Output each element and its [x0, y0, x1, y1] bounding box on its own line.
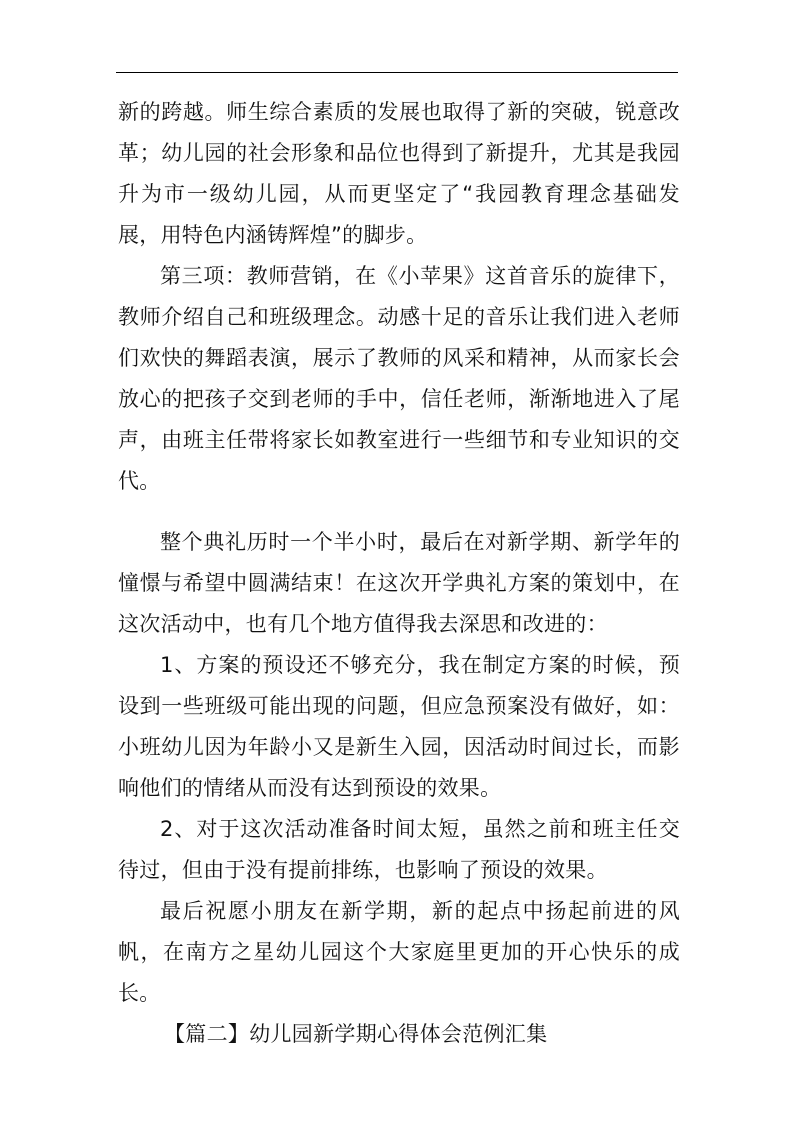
paragraph-reflection-2: 2、对于这次活动准备时间太短，虽然之前和班主任交待过，但由于没有提前排练，也影响了预设的效果。	[118, 817, 680, 882]
header-rule	[116, 72, 678, 73]
document-body	[118, 92, 680, 1055]
section-heading: 【篇二】幼儿园新学期心得体会范例汇集	[164, 1022, 548, 1046]
paragraph-continuation: 新的跨越。师生综合素质的发展也取得了新的突破，锐意改革；幼儿园的社会形象和品位也得到了新提升，尤其是我园升为市一级幼儿园，从而更坚定了“我园教育理念基础发展，用特色内涵铸辉煌”的脚步。	[118, 100, 680, 247]
paragraph-reflection-1: 1、方案的预设还不够充分，我在制定方案的时候，预设到一些班级可能出现的问题，但应急预案没有做好，如：小班幼儿因为年龄小又是新生入园，因活动时间过长，而影响他们的情绪从而没有达到预设的效果。	[118, 653, 680, 800]
paragraph-teacher-marketing: 第三项：教师营销，在《小苹果》这首音乐的旋律下，教师介绍自己和班级理念。动感十足的音乐让我们进入老师们欢快的舞蹈表演，展示了教师的风采和精神，从而家长会放心的把孩子交到老师的手中，信任老师，渐渐地进入了尾声，由班主任带将家长如教室进行一些细节和专业知识的交代。	[118, 264, 680, 493]
paragraph-closing-wish: 最后祝愿小朋友在新学期，新的起点中扬起前进的风帆，在南方之星幼儿园这个大家庭里更加的开心快乐的成长。	[118, 899, 680, 1005]
paragraph-ceremony-summary: 整个典礼历时一个半小时，最后在对新学期、新学年的憧憬与希望中圆满结束！在这次开学典礼方案的策划中，在这次活动中，也有几个地方值得我去深思和改进的：	[118, 530, 680, 636]
